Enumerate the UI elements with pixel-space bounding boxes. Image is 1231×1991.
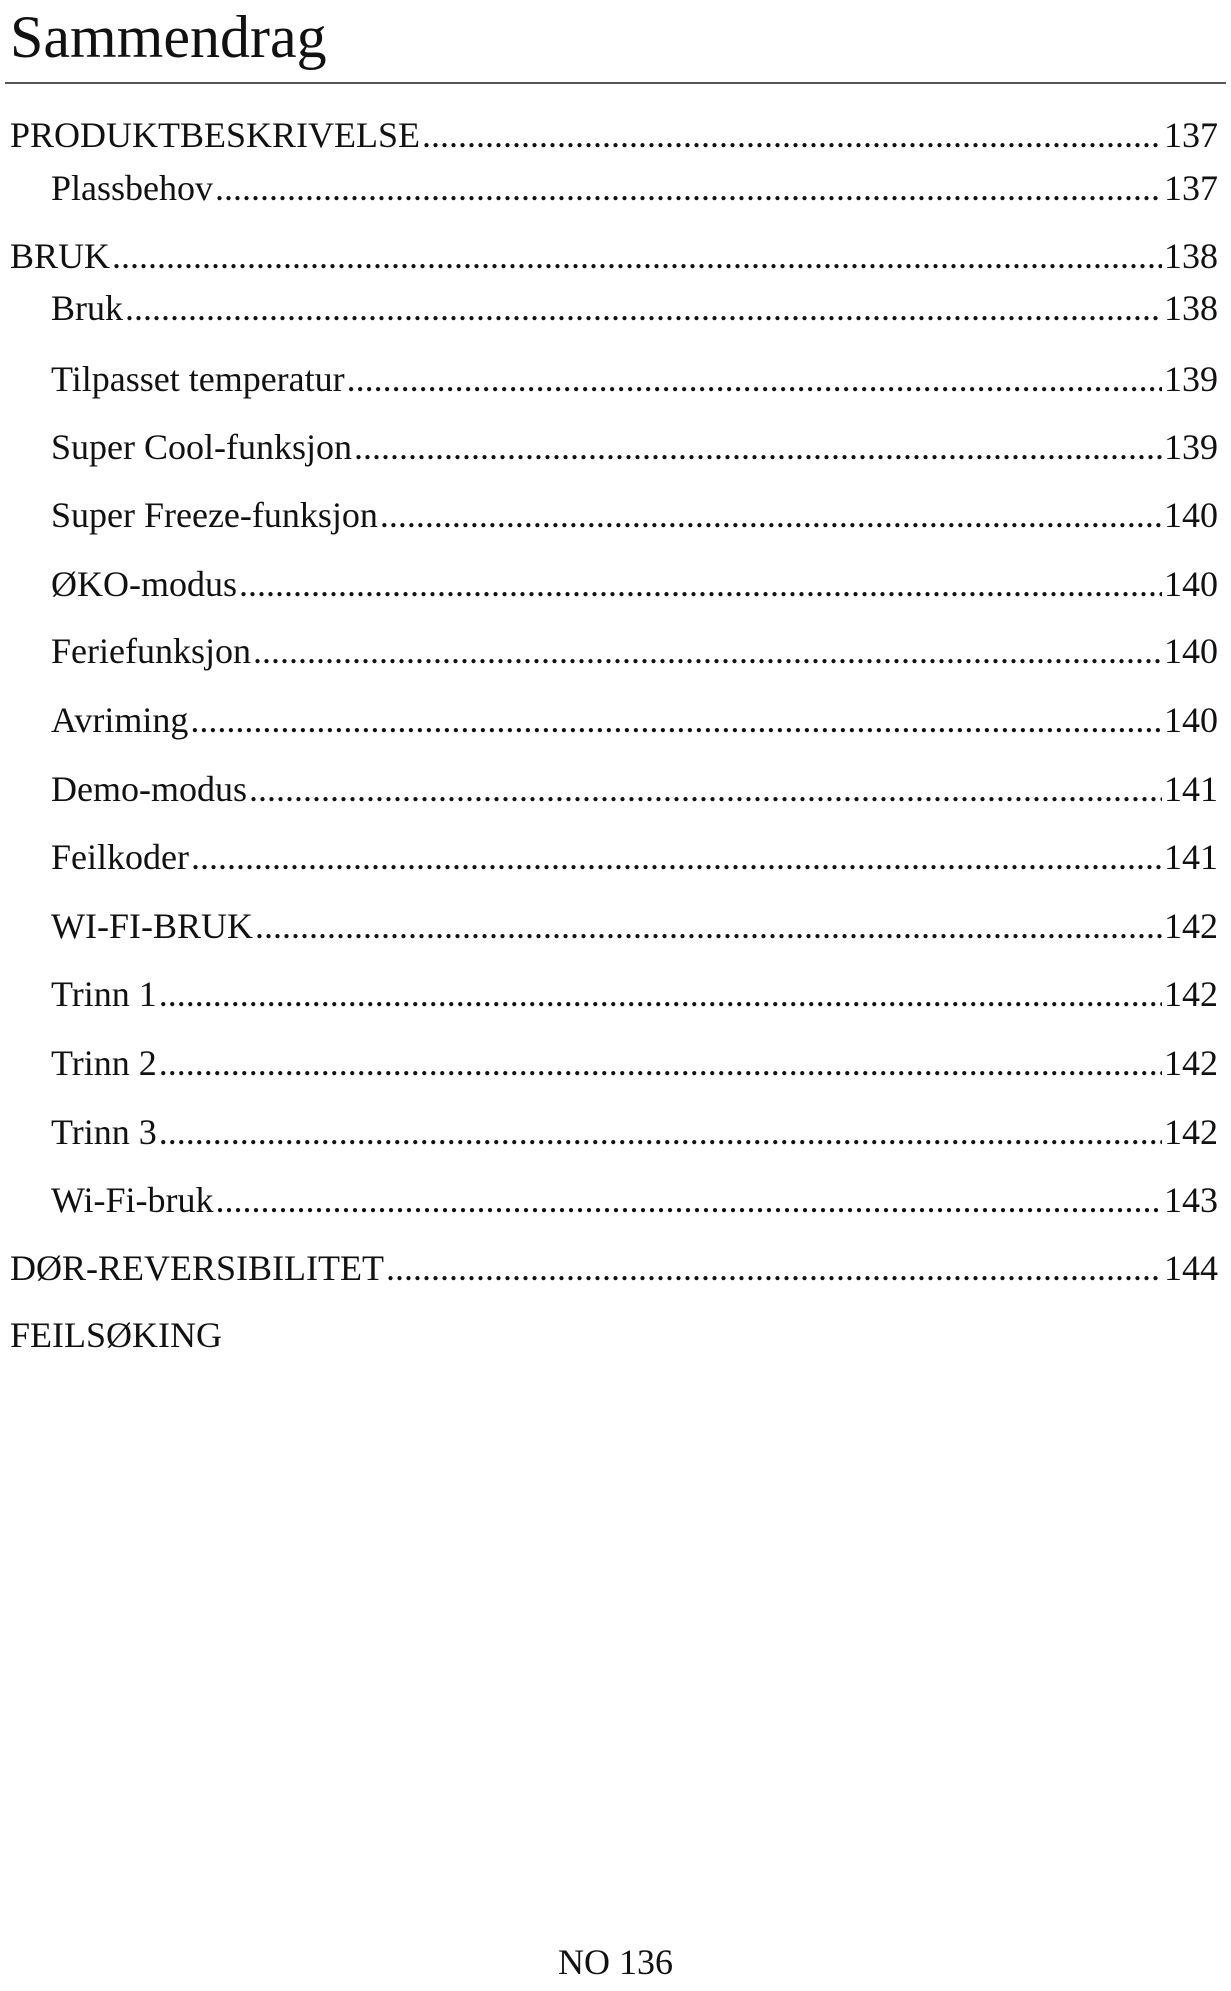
toc-entry[interactable] bbox=[10, 1313, 1218, 1357]
toc-entry-page-number: 140 bbox=[1164, 495, 1218, 535]
toc-entry-page-number: 142 bbox=[1164, 1112, 1218, 1152]
toc-entry-label: ØKO-modus bbox=[51, 564, 237, 604]
toc-entry-page-number: 139 bbox=[1164, 359, 1218, 399]
toc-entry-label: Super Freeze-funksjon bbox=[51, 495, 378, 535]
toc-entry-label: Demo-modus bbox=[51, 769, 247, 809]
toc-entry-page-number: 138 bbox=[1164, 288, 1218, 328]
toc-entry[interactable] bbox=[51, 425, 1218, 469]
toc-dot-leader bbox=[125, 286, 1162, 330]
toc-entry-page-number: 142 bbox=[1164, 1043, 1218, 1083]
toc-entry-label: Plassbehov bbox=[51, 168, 213, 208]
toc-entry-label: Trinn 2 bbox=[51, 1043, 157, 1083]
page-footer: NO 136 bbox=[558, 1942, 673, 1982]
toc-dot-leader bbox=[159, 1041, 1162, 1085]
toc-entry[interactable] bbox=[51, 1178, 1218, 1222]
toc-entry[interactable] bbox=[10, 1246, 1218, 1290]
toc-entry[interactable] bbox=[51, 286, 1218, 330]
toc-entry-page-number: 140 bbox=[1164, 700, 1218, 740]
toc-entry-page-number: 137 bbox=[1164, 168, 1218, 208]
toc-dot-leader bbox=[215, 166, 1162, 210]
toc-entry-page-number: 143 bbox=[1164, 1180, 1218, 1220]
toc-entry[interactable] bbox=[51, 835, 1218, 879]
toc-entry-label: Avriming bbox=[51, 700, 189, 740]
toc-dot-leader bbox=[354, 425, 1162, 469]
toc-entry-label: Bruk bbox=[51, 288, 123, 328]
toc-entry-label: Feilkoder bbox=[51, 837, 189, 877]
toc-entry[interactable] bbox=[51, 357, 1218, 401]
toc-entry[interactable] bbox=[51, 1110, 1218, 1154]
toc-entry-page-number: 138 bbox=[1164, 236, 1218, 276]
toc-entry[interactable] bbox=[51, 562, 1218, 606]
toc-entry[interactable] bbox=[10, 234, 1218, 278]
toc-dot-leader bbox=[112, 234, 1162, 278]
toc-entry-label: Trinn 1 bbox=[51, 974, 157, 1014]
toc-entry[interactable] bbox=[51, 904, 1218, 948]
toc-entry-label: FEILSØKING bbox=[10, 1315, 222, 1355]
toc-entry[interactable] bbox=[51, 767, 1218, 811]
toc-entry-label: Trinn 3 bbox=[51, 1112, 157, 1152]
toc-entry-label: Tilpasset temperatur bbox=[51, 359, 345, 399]
toc-dot-leader bbox=[249, 767, 1162, 811]
toc-entry-label: Wi-Fi-bruk bbox=[51, 1180, 214, 1220]
toc-entry[interactable] bbox=[51, 629, 1218, 673]
toc-entry[interactable] bbox=[51, 166, 1218, 210]
toc-entry[interactable] bbox=[51, 1041, 1218, 1085]
toc-dot-leader bbox=[191, 835, 1162, 879]
toc-entry-page-number: 140 bbox=[1164, 564, 1218, 604]
toc-entry-page-number: 142 bbox=[1164, 974, 1218, 1014]
toc-entry-page-number: 142 bbox=[1164, 906, 1218, 946]
toc-dot-leader bbox=[159, 1110, 1162, 1154]
toc-dot-leader bbox=[255, 904, 1162, 948]
toc-entry-label: Super Cool-funksjon bbox=[51, 427, 352, 467]
toc-dot-leader bbox=[239, 562, 1162, 606]
toc-entry[interactable] bbox=[51, 493, 1218, 537]
toc-dot-leader bbox=[347, 357, 1162, 401]
toc-entry-page-number: 141 bbox=[1164, 769, 1218, 809]
title-divider bbox=[5, 82, 1226, 84]
toc-dot-leader bbox=[216, 1178, 1162, 1222]
toc-entry-page-number: 137 bbox=[1164, 115, 1218, 155]
toc-entry-page-number: 144 bbox=[1164, 1248, 1218, 1288]
toc-dot-leader bbox=[159, 972, 1162, 1016]
toc-entry-label: DØR-REVERSIBILITET bbox=[10, 1248, 384, 1288]
toc-dot-leader bbox=[253, 629, 1162, 673]
toc-dot-leader bbox=[422, 113, 1162, 157]
toc-entry-label: PRODUKTBESKRIVELSE bbox=[10, 115, 421, 155]
toc-dot-leader bbox=[190, 698, 1162, 742]
toc-dot-leader bbox=[380, 493, 1162, 537]
toc-entry-label: WI-FI-BRUK bbox=[51, 906, 253, 946]
toc-entry-label: BRUK bbox=[10, 236, 111, 276]
toc-entry-page-number: 141 bbox=[1164, 837, 1218, 877]
page-title: Sammendrag bbox=[10, 4, 327, 70]
toc-entry-page-number: 139 bbox=[1164, 427, 1218, 467]
toc-entry-label: Feriefunksjon bbox=[51, 631, 251, 671]
toc-entry[interactable] bbox=[51, 698, 1218, 742]
toc-entry[interactable] bbox=[51, 972, 1218, 1016]
toc-dot-leader bbox=[386, 1246, 1162, 1290]
toc-entry-page-number: 140 bbox=[1164, 631, 1218, 671]
toc-entry[interactable] bbox=[10, 113, 1218, 157]
